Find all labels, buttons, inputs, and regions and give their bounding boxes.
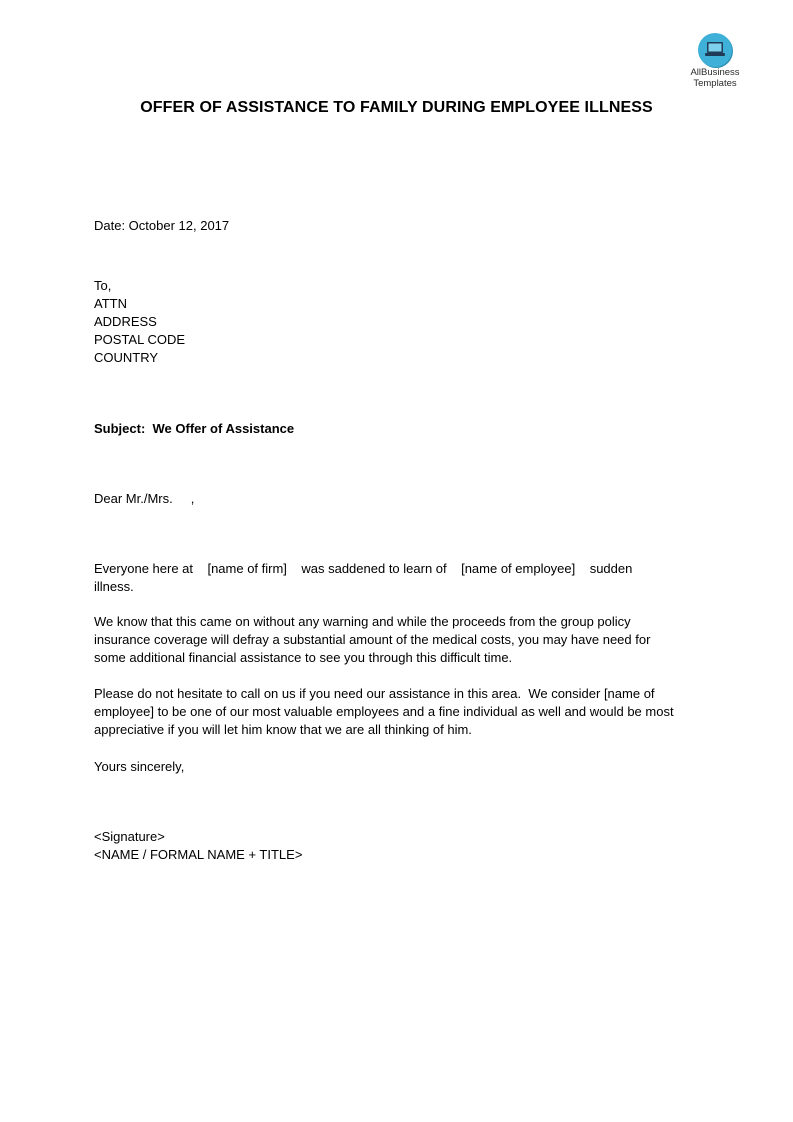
document-title: OFFER OF ASSISTANCE TO FAMILY DURING EMPLOYEE ILLNESS: [140, 99, 653, 116]
recipient-attn: ATTN: [94, 296, 127, 311]
name-title-placeholder: <NAME / FORMAL NAME + TITLE>: [94, 847, 303, 862]
paragraph-1-line-1: Everyone here at [name of firm] was saddened to learn of [name of employee] sudden: [94, 561, 633, 576]
logo-text-line1: AllBusiness: [690, 67, 740, 78]
recipient-country: COUNTRY: [94, 350, 159, 365]
signature-placeholder: <Signature>: [94, 829, 165, 844]
laptop-icon: [698, 33, 732, 67]
logo-text-line2: Templates: [693, 78, 737, 89]
recipient-address: ADDRESS: [94, 314, 157, 329]
paragraph-2-line-2: insurance coverage will defray a substantial amount of the medical costs, you may have need for: [94, 632, 651, 647]
closing: Yours sincerely,: [94, 759, 185, 774]
letter-subject: Subject: We Offer of Assistance: [94, 421, 295, 436]
letter-date: Date: October 12, 2017: [94, 218, 230, 233]
paragraph-3-line-3: appreciative if you will let him know that we are all thinking of him.: [94, 722, 472, 737]
paragraph-3-line-2: employee] to be one of our most valuable employees and a fine individual as well and would be most: [94, 704, 674, 719]
recipient-postal-code: POSTAL CODE: [94, 332, 186, 347]
paragraph-3-line-1: Please do not hesitate to call on us if you need our assistance in this area. We consider [name of: [94, 686, 655, 701]
paragraph-2-line-1: We know that this came on without any warning and while the proceeds from the group policy: [94, 614, 631, 629]
paragraph-1-line-2: illness.: [94, 579, 134, 594]
brand-logo: [680, 33, 750, 89]
recipient-to: To,: [94, 278, 112, 293]
salutation: Dear Mr./Mrs. ,: [94, 491, 195, 506]
paragraph-2-line-3: some additional financial assistance to see you through this difficult time.: [94, 650, 513, 665]
